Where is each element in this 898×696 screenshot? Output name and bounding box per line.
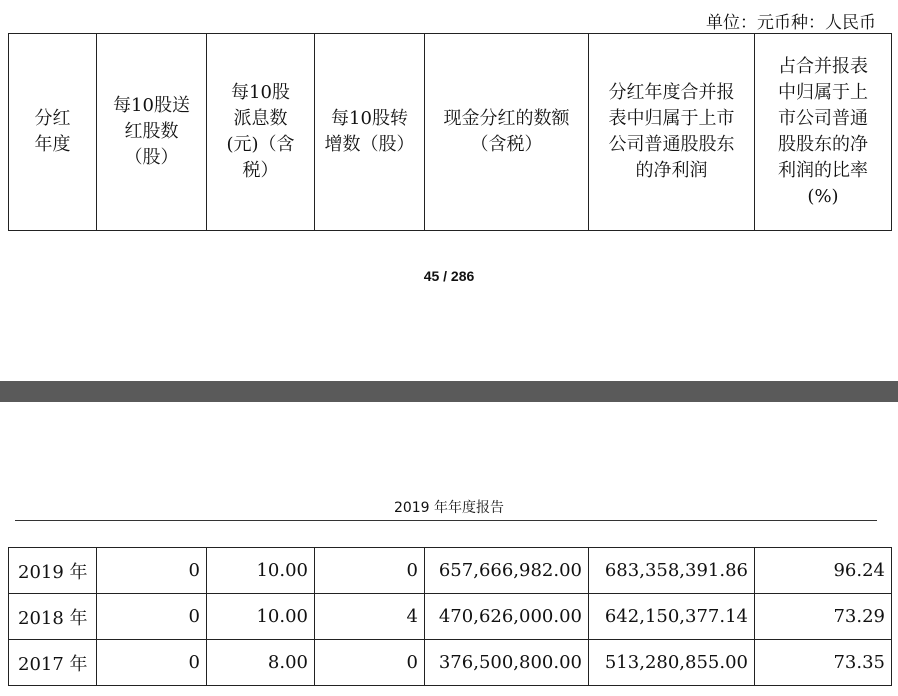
- table-row: [9, 640, 892, 686]
- net-profit-cell: 642,150,377.14: [589, 594, 755, 640]
- report-header-title: 2019 年年度报告: [393, 500, 505, 516]
- table-row: [9, 594, 892, 640]
- col-header-dividend-per-10: 每10股 派息数 (元)（含 税）: [207, 34, 315, 231]
- col-header-net-profit: 分红年度合并报 表中归属于上市 公司普通股股东 的净利润: [589, 34, 755, 231]
- net-profit-cell: 683,358,391.86: [589, 548, 755, 594]
- col-header-ratio: 占合并报表 中归属于上 市公司普通 股股东的净 利润的比率 (%): [755, 34, 892, 231]
- dividend-table-body: [8, 547, 892, 686]
- page-number: 45 / 286: [423, 268, 475, 284]
- bonus-shares-cell: 0: [97, 594, 207, 640]
- bonus-shares-cell: 0: [97, 548, 207, 594]
- page-separator: [0, 381, 898, 402]
- ratio-cell: 96.24: [755, 548, 892, 594]
- dividend-cell: 8.00: [207, 640, 315, 686]
- dividend-table-header: [8, 33, 892, 231]
- header-rule: [15, 520, 877, 521]
- bonus-shares-cell: 0: [97, 640, 207, 686]
- dividend-cell: 10.00: [207, 548, 315, 594]
- table-row: [9, 548, 892, 594]
- col-header-bonus-shares: 每10股送 红股数 （股）: [97, 34, 207, 231]
- currency-unit-label: 单位：元币种：人民币: [706, 13, 876, 33]
- cash-dividend-cell: 470,626,000.00: [425, 594, 589, 640]
- year-cell: 2017 年: [9, 640, 97, 686]
- cash-dividend-cell: 657,666,982.00: [425, 548, 589, 594]
- col-header-year: 分红 年度: [9, 34, 97, 231]
- col-header-transfer-shares: 每10股转 增数（股）: [315, 34, 425, 231]
- ratio-cell: 73.29: [755, 594, 892, 640]
- cash-dividend-cell: 376,500,800.00: [425, 640, 589, 686]
- transfer-shares-cell: 0: [315, 640, 425, 686]
- col-header-cash-dividend: 现金分红的数额 （含税）: [425, 34, 589, 231]
- transfer-shares-cell: 4: [315, 594, 425, 640]
- year-cell: 2019 年: [9, 548, 97, 594]
- net-profit-cell: 513,280,855.00: [589, 640, 755, 686]
- year-cell: 2018 年: [9, 594, 97, 640]
- ratio-cell: 73.35: [755, 640, 892, 686]
- header-row: [9, 34, 892, 231]
- dividend-cell: 10.00: [207, 594, 315, 640]
- transfer-shares-cell: 0: [315, 548, 425, 594]
